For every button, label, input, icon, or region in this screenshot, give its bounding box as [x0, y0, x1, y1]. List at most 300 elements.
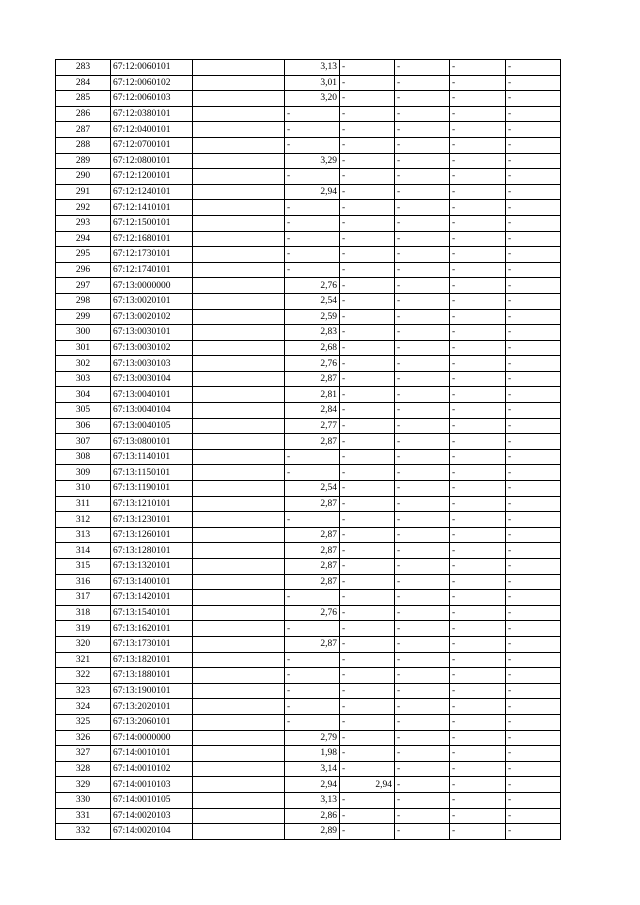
cadastral-number-cell: 67:13:1320101 [111, 559, 193, 575]
value4-cell: - [450, 278, 506, 294]
cadastral-number-cell: 67:13:1150101 [111, 465, 193, 481]
table-row [56, 496, 561, 512]
value2-cell: - [340, 356, 395, 372]
value-cell: 2,54 [285, 481, 340, 497]
empty-cell [193, 106, 285, 122]
value2-cell: - [340, 137, 395, 153]
value-cell: 3,14 [285, 761, 340, 777]
value5-cell: - [506, 153, 561, 169]
empty-cell [193, 824, 285, 840]
row-number-cell: 296 [56, 262, 111, 278]
value4-cell: - [450, 356, 506, 372]
value3-cell: - [395, 465, 450, 481]
empty-cell [193, 574, 285, 590]
cadastral-number-cell: 67:13:0030102 [111, 340, 193, 356]
value4-cell: - [450, 60, 506, 76]
value3-cell: - [395, 746, 450, 762]
value-cell: 2,81 [285, 387, 340, 403]
table-row [56, 184, 561, 200]
value3-cell: - [395, 574, 450, 590]
row-number-cell: 283 [56, 60, 111, 76]
value3-cell: - [395, 184, 450, 200]
value-cell: 2,76 [285, 605, 340, 621]
row-number-cell: 326 [56, 730, 111, 746]
value3-cell: - [395, 621, 450, 637]
value2-cell: - [340, 496, 395, 512]
table-row [56, 792, 561, 808]
value4-cell: - [450, 559, 506, 575]
empty-cell [193, 808, 285, 824]
value-cell: 2,87 [285, 574, 340, 590]
value4-cell: - [450, 262, 506, 278]
table-row [56, 356, 561, 372]
cadastral-number-cell: 67:12:1410101 [111, 200, 193, 216]
value-cell: 2,59 [285, 309, 340, 325]
empty-cell [193, 512, 285, 528]
value-cell: 2,77 [285, 418, 340, 434]
table-row [56, 668, 561, 684]
value2-cell: - [340, 153, 395, 169]
table-row [56, 262, 561, 278]
value5-cell: - [506, 792, 561, 808]
row-number-cell: 303 [56, 371, 111, 387]
empty-cell [193, 262, 285, 278]
value2-cell: - [340, 418, 395, 434]
empty-cell [193, 621, 285, 637]
empty-cell [193, 590, 285, 606]
value3-cell: - [395, 527, 450, 543]
cadastral-number-cell: 67:13:0030101 [111, 325, 193, 341]
value-cell: 3,13 [285, 60, 340, 76]
empty-cell [193, 761, 285, 777]
table-row [56, 559, 561, 575]
row-number-cell: 313 [56, 527, 111, 543]
table-row [56, 449, 561, 465]
cadastral-number-cell: 67:12:1240101 [111, 184, 193, 200]
value-cell: - [285, 621, 340, 637]
value2-cell: - [340, 512, 395, 528]
value4-cell: - [450, 636, 506, 652]
cadastral-number-cell: 67:13:2060101 [111, 714, 193, 730]
value4-cell: - [450, 403, 506, 419]
empty-cell [193, 668, 285, 684]
empty-cell [193, 559, 285, 575]
cadastral-number-cell: 67:13:0800101 [111, 434, 193, 450]
value-cell: - [285, 714, 340, 730]
value2-cell: 2,94 [340, 777, 395, 793]
value2-cell: - [340, 403, 395, 419]
table-row [56, 746, 561, 762]
row-number-cell: 315 [56, 559, 111, 575]
value2-cell: - [340, 621, 395, 637]
table-row [56, 75, 561, 91]
cadastral-number-cell: 67:13:1900101 [111, 683, 193, 699]
table-row [56, 309, 561, 325]
table-row [56, 730, 561, 746]
value-cell: - [285, 137, 340, 153]
value4-cell: - [450, 792, 506, 808]
value5-cell: - [506, 403, 561, 419]
value-cell: - [285, 652, 340, 668]
cadastral-number-cell: 67:12:0060102 [111, 75, 193, 91]
table-row [56, 247, 561, 263]
row-number-cell: 293 [56, 215, 111, 231]
value3-cell: - [395, 262, 450, 278]
row-number-cell: 328 [56, 761, 111, 777]
value3-cell: - [395, 200, 450, 216]
empty-cell [193, 605, 285, 621]
cadastral-number-cell: 67:13:0030104 [111, 371, 193, 387]
table-row [56, 621, 561, 637]
empty-cell [193, 60, 285, 76]
table-row [56, 215, 561, 231]
cadastral-number-cell: 67:13:1230101 [111, 512, 193, 528]
table-row [56, 137, 561, 153]
value-cell: 2,84 [285, 403, 340, 419]
row-number-cell: 287 [56, 122, 111, 138]
value5-cell: - [506, 481, 561, 497]
cadastral-number-cell: 67:13:1730101 [111, 636, 193, 652]
value4-cell: - [450, 496, 506, 512]
value2-cell: - [340, 231, 395, 247]
row-number-cell: 324 [56, 699, 111, 715]
value4-cell: - [450, 309, 506, 325]
value4-cell: - [450, 200, 506, 216]
value3-cell: - [395, 590, 450, 606]
row-number-cell: 325 [56, 714, 111, 730]
value5-cell: - [506, 75, 561, 91]
cadastral-number-cell: 67:12:0700101 [111, 137, 193, 153]
value3-cell: - [395, 668, 450, 684]
value5-cell: - [506, 714, 561, 730]
empty-cell [193, 777, 285, 793]
row-number-cell: 321 [56, 652, 111, 668]
value5-cell: - [506, 652, 561, 668]
empty-cell [193, 247, 285, 263]
cadastral-number-cell: 67:13:2020101 [111, 699, 193, 715]
cadastral-number-cell: 67:14:0010102 [111, 761, 193, 777]
value4-cell: - [450, 543, 506, 559]
row-number-cell: 297 [56, 278, 111, 294]
value2-cell: - [340, 293, 395, 309]
value4-cell: - [450, 465, 506, 481]
value4-cell: - [450, 106, 506, 122]
value4-cell: - [450, 184, 506, 200]
empty-cell [193, 730, 285, 746]
value2-cell: - [340, 449, 395, 465]
empty-cell [193, 434, 285, 450]
value4-cell: - [450, 714, 506, 730]
value5-cell: - [506, 683, 561, 699]
value2-cell: - [340, 699, 395, 715]
value5-cell: - [506, 636, 561, 652]
cadastral-number-cell: 67:12:0060103 [111, 91, 193, 107]
table-row [56, 590, 561, 606]
empty-cell [193, 231, 285, 247]
value5-cell: - [506, 340, 561, 356]
value2-cell: - [340, 122, 395, 138]
value5-cell: - [506, 60, 561, 76]
value5-cell: - [506, 777, 561, 793]
value-cell: - [285, 231, 340, 247]
cadastral-number-cell: 67:14:0020103 [111, 808, 193, 824]
table-row [56, 278, 561, 294]
empty-cell [193, 75, 285, 91]
value5-cell: - [506, 590, 561, 606]
table-row [56, 543, 561, 559]
table-row [56, 714, 561, 730]
value4-cell: - [450, 808, 506, 824]
table-row [56, 340, 561, 356]
value-cell: 2,87 [285, 371, 340, 387]
value-cell: 2,89 [285, 824, 340, 840]
value4-cell: - [450, 574, 506, 590]
table-row [56, 512, 561, 528]
value4-cell: - [450, 325, 506, 341]
cadastral-number-cell: 67:12:0380101 [111, 106, 193, 122]
value4-cell: - [450, 91, 506, 107]
value5-cell: - [506, 387, 561, 403]
value-cell: 2,79 [285, 730, 340, 746]
empty-cell [193, 387, 285, 403]
empty-cell [193, 340, 285, 356]
value4-cell: - [450, 340, 506, 356]
value4-cell: - [450, 449, 506, 465]
value2-cell: - [340, 761, 395, 777]
row-number-cell: 316 [56, 574, 111, 590]
row-number-cell: 312 [56, 512, 111, 528]
row-number-cell: 288 [56, 137, 111, 153]
value5-cell: - [506, 621, 561, 637]
table-row [56, 293, 561, 309]
value2-cell: - [340, 652, 395, 668]
value-cell: - [285, 512, 340, 528]
value2-cell: - [340, 574, 395, 590]
value3-cell: - [395, 683, 450, 699]
value4-cell: - [450, 215, 506, 231]
value4-cell: - [450, 605, 506, 621]
value3-cell: - [395, 309, 450, 325]
value3-cell: - [395, 215, 450, 231]
empty-cell [193, 792, 285, 808]
value2-cell: - [340, 387, 395, 403]
value2-cell: - [340, 543, 395, 559]
table-row [56, 325, 561, 341]
value3-cell: - [395, 340, 450, 356]
value5-cell: - [506, 746, 561, 762]
row-number-cell: 285 [56, 91, 111, 107]
table-row [56, 434, 561, 450]
empty-cell [193, 215, 285, 231]
row-number-cell: 294 [56, 231, 111, 247]
value4-cell: - [450, 418, 506, 434]
value-cell: 3,20 [285, 91, 340, 107]
value2-cell: - [340, 605, 395, 621]
value3-cell: - [395, 137, 450, 153]
empty-cell [193, 496, 285, 512]
value5-cell: - [506, 200, 561, 216]
row-number-cell: 309 [56, 465, 111, 481]
cadastral-number-cell: 67:13:1140101 [111, 449, 193, 465]
value-cell: - [285, 215, 340, 231]
table-row [56, 761, 561, 777]
value5-cell: - [506, 527, 561, 543]
value5-cell: - [506, 122, 561, 138]
value3-cell: - [395, 247, 450, 263]
value4-cell: - [450, 699, 506, 715]
cadastral-number-cell: 67:14:0000000 [111, 730, 193, 746]
row-number-cell: 305 [56, 403, 111, 419]
table-row [56, 808, 561, 824]
value3-cell: - [395, 325, 450, 341]
value3-cell: - [395, 824, 450, 840]
row-number-cell: 290 [56, 169, 111, 185]
row-number-cell: 304 [56, 387, 111, 403]
value-cell: 1,98 [285, 746, 340, 762]
cadastral-number-cell: 67:12:1500101 [111, 215, 193, 231]
empty-cell [193, 636, 285, 652]
value2-cell: - [340, 808, 395, 824]
value3-cell: - [395, 761, 450, 777]
value3-cell: - [395, 106, 450, 122]
value3-cell: - [395, 730, 450, 746]
cadastral-number-cell: 67:13:1260101 [111, 527, 193, 543]
value-cell: 2,87 [285, 496, 340, 512]
value4-cell: - [450, 387, 506, 403]
row-number-cell: 327 [56, 746, 111, 762]
row-number-cell: 307 [56, 434, 111, 450]
cadastral-number-cell: 67:12:0400101 [111, 122, 193, 138]
value4-cell: - [450, 434, 506, 450]
value5-cell: - [506, 496, 561, 512]
value-cell: - [285, 465, 340, 481]
value5-cell: - [506, 824, 561, 840]
cadastral-number-cell: 67:13:1540101 [111, 605, 193, 621]
value2-cell: - [340, 730, 395, 746]
value4-cell: - [450, 137, 506, 153]
value3-cell: - [395, 434, 450, 450]
value5-cell: - [506, 247, 561, 263]
row-number-cell: 311 [56, 496, 111, 512]
value2-cell: - [340, 636, 395, 652]
table-row [56, 605, 561, 621]
value3-cell: - [395, 559, 450, 575]
value3-cell: - [395, 636, 450, 652]
value2-cell: - [340, 184, 395, 200]
table-row [56, 60, 561, 76]
value4-cell: - [450, 824, 506, 840]
cadastral-number-cell: 67:13:0040105 [111, 418, 193, 434]
value5-cell: - [506, 184, 561, 200]
row-number-cell: 295 [56, 247, 111, 263]
cadastral-number-cell: 67:13:1400101 [111, 574, 193, 590]
value3-cell: - [395, 278, 450, 294]
value5-cell: - [506, 371, 561, 387]
value2-cell: - [340, 309, 395, 325]
cadastral-number-cell: 67:13:1880101 [111, 668, 193, 684]
row-number-cell: 308 [56, 449, 111, 465]
value-cell: 3,13 [285, 792, 340, 808]
value-cell: - [285, 668, 340, 684]
table-row [56, 418, 561, 434]
cadastral-number-cell: 67:13:0020102 [111, 309, 193, 325]
value2-cell: - [340, 590, 395, 606]
value3-cell: - [395, 449, 450, 465]
row-number-cell: 319 [56, 621, 111, 637]
row-number-cell: 323 [56, 683, 111, 699]
value5-cell: - [506, 808, 561, 824]
table-body [56, 60, 561, 840]
value4-cell: - [450, 169, 506, 185]
value2-cell: - [340, 169, 395, 185]
value5-cell: - [506, 91, 561, 107]
value4-cell: - [450, 75, 506, 91]
cadastral-number-cell: 67:12:0060101 [111, 60, 193, 76]
value4-cell: - [450, 777, 506, 793]
value3-cell: - [395, 699, 450, 715]
value5-cell: - [506, 137, 561, 153]
cadastral-number-cell: 67:13:1820101 [111, 652, 193, 668]
value-cell: - [285, 262, 340, 278]
value3-cell: - [395, 808, 450, 824]
row-number-cell: 329 [56, 777, 111, 793]
value4-cell: - [450, 730, 506, 746]
row-number-cell: 322 [56, 668, 111, 684]
row-number-cell: 301 [56, 340, 111, 356]
row-number-cell: 291 [56, 184, 111, 200]
value2-cell: - [340, 215, 395, 231]
value3-cell: - [395, 387, 450, 403]
table-row [56, 387, 561, 403]
row-number-cell: 302 [56, 356, 111, 372]
empty-cell [193, 184, 285, 200]
value5-cell: - [506, 434, 561, 450]
value2-cell: - [340, 340, 395, 356]
value5-cell: - [506, 512, 561, 528]
value-cell: 2,87 [285, 527, 340, 543]
value-cell: 2,76 [285, 278, 340, 294]
value-cell: 3,29 [285, 153, 340, 169]
cadastral-number-cell: 67:12:1680101 [111, 231, 193, 247]
value-cell: 2,94 [285, 777, 340, 793]
value4-cell: - [450, 621, 506, 637]
value4-cell: - [450, 761, 506, 777]
empty-cell [193, 714, 285, 730]
table-row [56, 527, 561, 543]
table-row [56, 481, 561, 497]
value-cell: 2,83 [285, 325, 340, 341]
value4-cell: - [450, 683, 506, 699]
value2-cell: - [340, 824, 395, 840]
table-row [56, 403, 561, 419]
table-row [56, 91, 561, 107]
empty-cell [193, 481, 285, 497]
cadastral-number-cell: 67:13:0020101 [111, 293, 193, 309]
value2-cell: - [340, 75, 395, 91]
value5-cell: - [506, 309, 561, 325]
value5-cell: - [506, 730, 561, 746]
value3-cell: - [395, 371, 450, 387]
cadastral-number-cell: 67:12:1740101 [111, 262, 193, 278]
value5-cell: - [506, 293, 561, 309]
cadastral-number-cell: 67:13:0000000 [111, 278, 193, 294]
value2-cell: - [340, 91, 395, 107]
value2-cell: - [340, 325, 395, 341]
empty-cell [193, 403, 285, 419]
empty-cell [193, 371, 285, 387]
value3-cell: - [395, 605, 450, 621]
value2-cell: - [340, 668, 395, 684]
